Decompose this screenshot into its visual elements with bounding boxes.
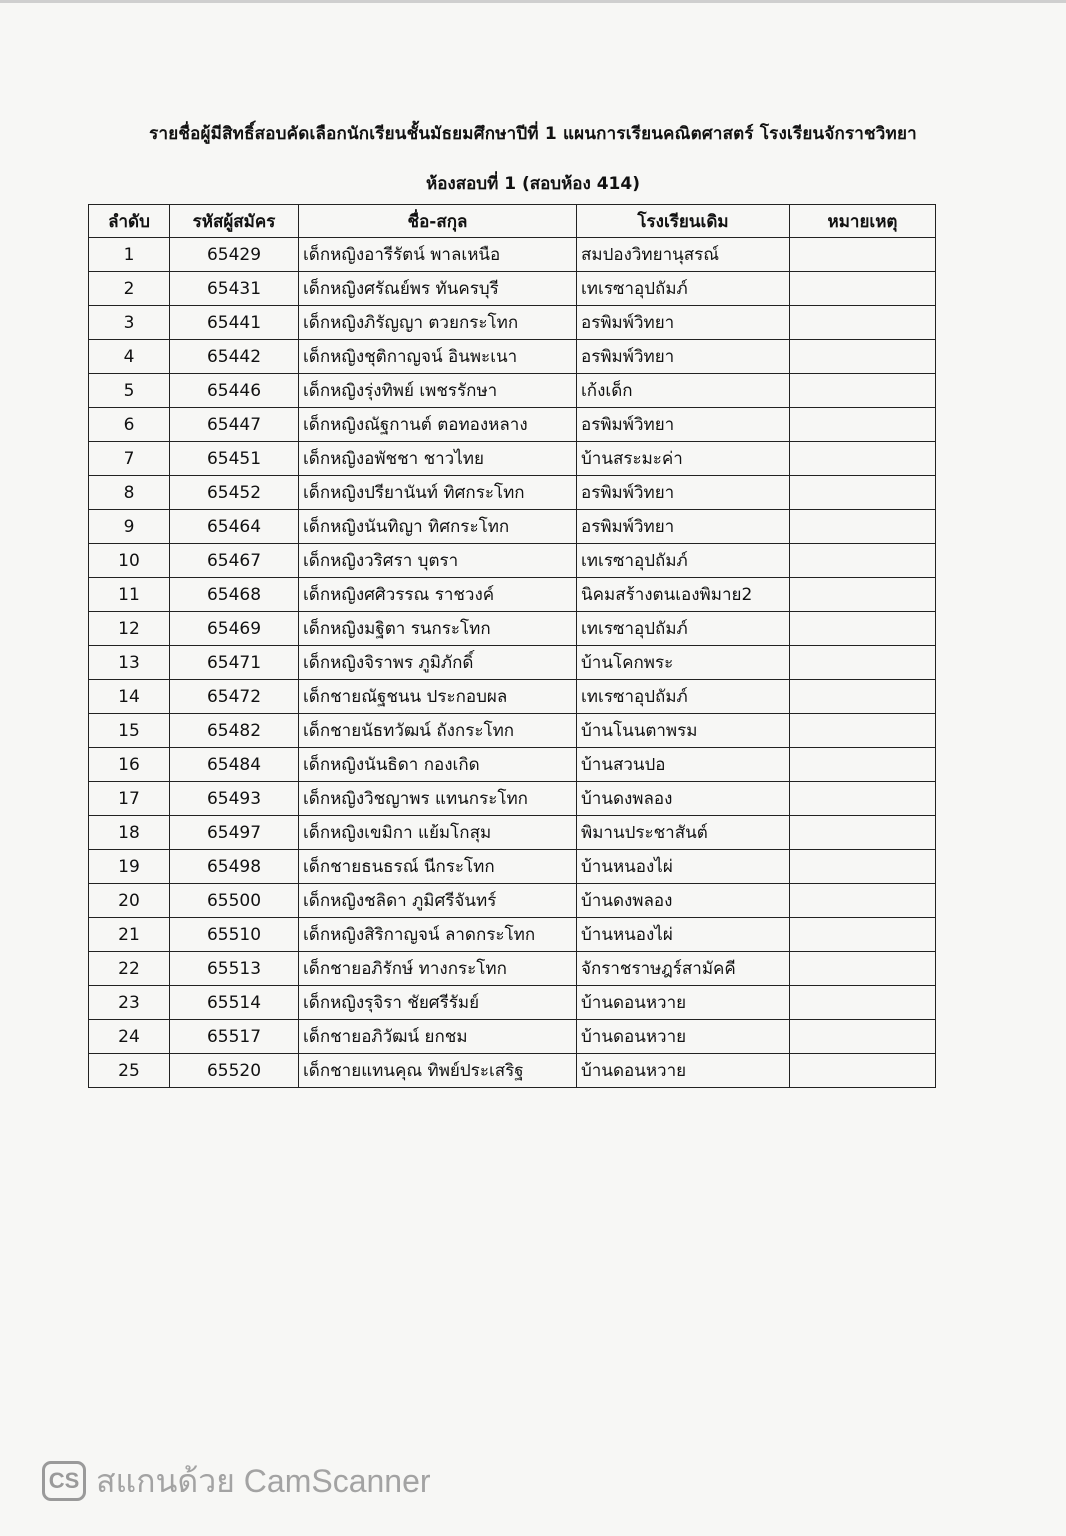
cell-applicant-id: 65493: [170, 782, 299, 816]
cell-remarks: [790, 442, 936, 476]
cell-order: 6: [89, 408, 170, 442]
cell-remarks: [790, 680, 936, 714]
cell-order: 25: [89, 1054, 170, 1088]
table-row: [89, 612, 936, 646]
cell-order: 19: [89, 850, 170, 884]
cell-full-name: เด็กชายอภิรักษ์ ทางกระโทก: [299, 952, 577, 986]
cell-order: 7: [89, 442, 170, 476]
cell-applicant-id: 65452: [170, 476, 299, 510]
cell-remarks: [790, 986, 936, 1020]
cell-applicant-id: 65498: [170, 850, 299, 884]
camscanner-watermark: [42, 1456, 431, 1506]
cell-order: 16: [89, 748, 170, 782]
cell-remarks: [790, 850, 936, 884]
cell-full-name: เด็กหญิงสิริกาญจน์ ลาดกระโทก: [299, 918, 577, 952]
cell-applicant-id: 65471: [170, 646, 299, 680]
cell-remarks: [790, 510, 936, 544]
cell-applicant-id: 65510: [170, 918, 299, 952]
table-row: [89, 680, 936, 714]
table-row: [89, 884, 936, 918]
cell-order: 8: [89, 476, 170, 510]
cell-full-name: เด็กชายณัฐชนน ประกอบผล: [299, 680, 577, 714]
table-row: [89, 986, 936, 1020]
table-row: [89, 476, 936, 510]
cell-order: 18: [89, 816, 170, 850]
cell-remarks: [790, 476, 936, 510]
cell-full-name: เด็กหญิงวิชญาพร แทนกระโทก: [299, 782, 577, 816]
cell-applicant-id: 65472: [170, 680, 299, 714]
cell-full-name: เด็กหญิงภิรัญญา ตวยกระโทก: [299, 306, 577, 340]
cell-previous-school: บ้านดอนหวาย: [577, 1054, 790, 1088]
table-row: [89, 408, 936, 442]
cell-applicant-id: 65446: [170, 374, 299, 408]
cell-full-name: เด็กหญิงวริศรา บุตรา: [299, 544, 577, 578]
table-row: [89, 306, 936, 340]
table-row: [89, 748, 936, 782]
cell-applicant-id: 65468: [170, 578, 299, 612]
cell-applicant-id: 65447: [170, 408, 299, 442]
cell-applicant-id: 65469: [170, 612, 299, 646]
table-row: [89, 782, 936, 816]
table-row: [89, 850, 936, 884]
document-title: รายชื่อผู้มีสิทธิ์สอบคัดเลือกนักเรียนชั้นมัธยมศึกษาปีที่ 1 แผนการเรียนคณิตศาสตร์ โรงเรียนจักราชวิทยา: [149, 124, 917, 144]
header-full-name: ชื่อ-สกุล: [299, 205, 577, 238]
cell-full-name: เด็กหญิงณัฐกานต์ ตอทองหลาง: [299, 408, 577, 442]
watermark-text: สแกนด้วย CamScanner: [96, 1462, 431, 1499]
cell-full-name: เด็กหญิงจิราพร ภูมิภักดิ์: [299, 646, 577, 680]
cell-full-name: เด็กหญิงอพัชชา ชาวไทย: [299, 442, 577, 476]
cell-previous-school: บ้านสระมะค่า: [577, 442, 790, 476]
table-row: [89, 714, 936, 748]
table-row: [89, 816, 936, 850]
table-row: [89, 340, 936, 374]
cell-applicant-id: 65520: [170, 1054, 299, 1088]
cell-remarks: [790, 816, 936, 850]
cell-order: 21: [89, 918, 170, 952]
cell-remarks: [790, 1054, 936, 1088]
cell-remarks: [790, 714, 936, 748]
camscanner-logo-icon: CS: [42, 1461, 86, 1501]
cell-full-name: เด็กชายธนธรณ์ นีกระโทก: [299, 850, 577, 884]
header-previous-school: โรงเรียนเดิม: [577, 205, 790, 238]
table-row: [89, 952, 936, 986]
cell-previous-school: บ้านดงพลอง: [577, 884, 790, 918]
cell-order: 5: [89, 374, 170, 408]
cell-order: 15: [89, 714, 170, 748]
cell-remarks: [790, 272, 936, 306]
cell-applicant-id: 65482: [170, 714, 299, 748]
cell-applicant-id: 65513: [170, 952, 299, 986]
cell-full-name: เด็กหญิงศศิวรรณ ราชวงค์: [299, 578, 577, 612]
cell-full-name: เด็กชายอภิวัฒน์ ยกชม: [299, 1020, 577, 1054]
cell-order: 9: [89, 510, 170, 544]
cell-previous-school: บ้านหนองไผ่: [577, 850, 790, 884]
cell-remarks: [790, 782, 936, 816]
table-row: [89, 238, 936, 272]
cell-remarks: [790, 748, 936, 782]
cell-previous-school: เก้งเด็ก: [577, 374, 790, 408]
cell-full-name: เด็กหญิงนันธิดา กองเกิด: [299, 748, 577, 782]
cell-applicant-id: 65514: [170, 986, 299, 1020]
cell-order: 4: [89, 340, 170, 374]
cell-order: 1: [89, 238, 170, 272]
cell-previous-school: สมปองวิทยานุสรณ์: [577, 238, 790, 272]
header-remarks: หมายเหตุ: [790, 205, 936, 238]
cell-order: 12: [89, 612, 170, 646]
cell-full-name: เด็กหญิงชลิดา ภูมิศรีจันทร์: [299, 884, 577, 918]
cell-full-name: เด็กหญิงอารีรัตน์ พาลเหนือ: [299, 238, 577, 272]
cell-remarks: [790, 918, 936, 952]
cell-applicant-id: 65484: [170, 748, 299, 782]
cell-previous-school: เทเรซาอุปถัมภ์: [577, 612, 790, 646]
cell-full-name: เด็กชายแทนคุณ ทิพย์ประเสริฐ: [299, 1054, 577, 1088]
cell-full-name: เด็กหญิงศรัณย์พร ทันครบุรี: [299, 272, 577, 306]
table-header-row: [89, 205, 936, 238]
cell-remarks: [790, 374, 936, 408]
cell-full-name: เด็กหญิงนันทิญา ทิศกระโทก: [299, 510, 577, 544]
table-row: [89, 578, 936, 612]
cell-previous-school: พิมานประชาสันต์: [577, 816, 790, 850]
cell-remarks: [790, 578, 936, 612]
cell-previous-school: นิคมสร้างตนเองพิมาย2: [577, 578, 790, 612]
cell-full-name: เด็กหญิงชุติกาญจน์ อินพะเนา: [299, 340, 577, 374]
header-applicant-id: รหัสผู้สมัคร: [170, 205, 299, 238]
cell-order: 20: [89, 884, 170, 918]
cell-previous-school: บ้านโคกพระ: [577, 646, 790, 680]
cell-previous-school: บ้านดอนหวาย: [577, 986, 790, 1020]
cell-remarks: [790, 340, 936, 374]
cell-full-name: เด็กหญิงปรียานันท์ ทิศกระโทก: [299, 476, 577, 510]
cell-full-name: เด็กชายนัธทวัฒน์ ถังกระโทก: [299, 714, 577, 748]
cell-applicant-id: 65500: [170, 884, 299, 918]
cell-previous-school: จักราชราษฎร์สามัคคี: [577, 952, 790, 986]
cell-order: 24: [89, 1020, 170, 1054]
table-row: [89, 1020, 936, 1054]
table-row: [89, 918, 936, 952]
cell-previous-school: บ้านโนนตาพรม: [577, 714, 790, 748]
header-order: ลำดับ: [89, 205, 170, 238]
cell-order: 11: [89, 578, 170, 612]
cell-applicant-id: 65431: [170, 272, 299, 306]
cell-previous-school: อรพิมพ์วิทยา: [577, 340, 790, 374]
document-subtitle: ห้องสอบที่ 1 (สอบห้อง 414): [425, 174, 640, 194]
cell-remarks: [790, 408, 936, 442]
cell-previous-school: เทเรซาอุปถัมภ์: [577, 544, 790, 578]
cell-previous-school: เทเรซาอุปถัมภ์: [577, 272, 790, 306]
cell-applicant-id: 65429: [170, 238, 299, 272]
cell-remarks: [790, 1020, 936, 1054]
table-row: [89, 1054, 936, 1088]
cell-previous-school: บ้านหนองไผ่: [577, 918, 790, 952]
cell-order: 22: [89, 952, 170, 986]
cell-order: 17: [89, 782, 170, 816]
cell-previous-school: อรพิมพ์วิทยา: [577, 408, 790, 442]
cell-full-name: เด็กหญิงเขมิกา แย้มโกสุม: [299, 816, 577, 850]
cell-order: 23: [89, 986, 170, 1020]
table-body: [89, 238, 936, 1088]
cell-remarks: [790, 238, 936, 272]
cell-applicant-id: 65497: [170, 816, 299, 850]
table-row: [89, 272, 936, 306]
table-row: [89, 374, 936, 408]
cell-previous-school: บ้านดงพลอง: [577, 782, 790, 816]
cell-order: 3: [89, 306, 170, 340]
cell-remarks: [790, 306, 936, 340]
cell-full-name: เด็กหญิงมฐิตา รนกระโทก: [299, 612, 577, 646]
cell-remarks: [790, 952, 936, 986]
cell-applicant-id: 65442: [170, 340, 299, 374]
cell-order: 13: [89, 646, 170, 680]
table-row: [89, 442, 936, 476]
cell-remarks: [790, 544, 936, 578]
cell-applicant-id: 65467: [170, 544, 299, 578]
cell-applicant-id: 65441: [170, 306, 299, 340]
table-row: [89, 646, 936, 680]
applicant-table: [88, 204, 936, 1088]
cell-applicant-id: 65451: [170, 442, 299, 476]
cell-full-name: เด็กหญิงรุ่งทิพย์ เพชรรักษา: [299, 374, 577, 408]
cell-previous-school: เทเรซาอุปถัมภ์: [577, 680, 790, 714]
cell-full-name: เด็กหญิงรุจิรา ชัยศรีรัมย์: [299, 986, 577, 1020]
cell-previous-school: อรพิมพ์วิทยา: [577, 510, 790, 544]
cell-applicant-id: 65464: [170, 510, 299, 544]
cell-order: 2: [89, 272, 170, 306]
cell-previous-school: อรพิมพ์วิทยา: [577, 306, 790, 340]
cell-previous-school: อรพิมพ์วิทยา: [577, 476, 790, 510]
cell-previous-school: บ้านดอนหวาย: [577, 1020, 790, 1054]
cell-order: 14: [89, 680, 170, 714]
cell-order: 10: [89, 544, 170, 578]
cell-remarks: [790, 612, 936, 646]
cell-previous-school: บ้านสวนปอ: [577, 748, 790, 782]
cell-applicant-id: 65517: [170, 1020, 299, 1054]
cell-remarks: [790, 884, 936, 918]
table-row: [89, 510, 936, 544]
page-top-edge: [0, 0, 1066, 3]
table-row: [89, 544, 936, 578]
cell-remarks: [790, 646, 936, 680]
